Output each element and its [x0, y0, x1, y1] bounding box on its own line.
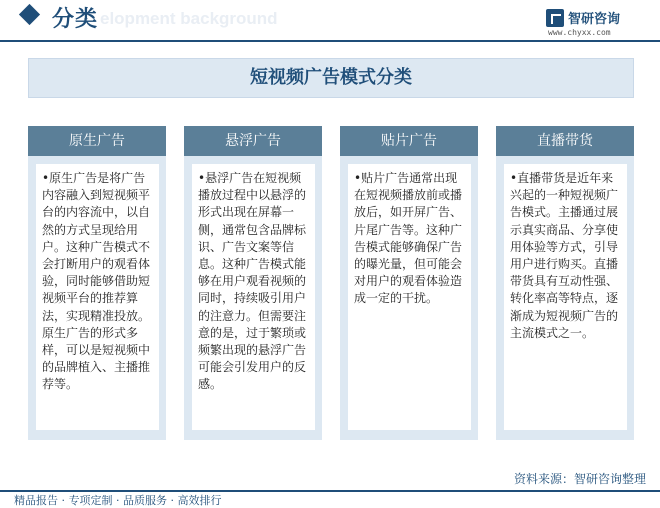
brand[interactable] — [546, 6, 646, 38]
column-body — [184, 156, 322, 440]
page-header — [0, 0, 660, 40]
brand-url: www.chyxx.com — [548, 28, 611, 37]
footer — [0, 482, 660, 507]
brand-name: 智研咨询 — [568, 12, 621, 27]
category-column-patch — [340, 126, 478, 440]
category-column-livestream — [496, 126, 634, 440]
column-text: •原生广告是将广告内容融入到短视频平台的内容流中，以自然的方式呈现给用户。这种广告模式不会打断用户的观看体验，同时能够借助短视频平台的推荐算法，实现精准投放。原生广告的形式多样，可以是短视频中的品牌植入、主播推荐等。 — [36, 164, 159, 430]
column-heading: 原生广告 — [28, 126, 166, 156]
column-text: •直播带货是近年来兴起的一种短视频广告模式。主播通过展示真实商品、分享使用体验等方式，引导用户进行购买。直播带货具有互动性强、转化率高等特点，逐渐成为短视频广告的主流模式之一。 — [504, 164, 627, 430]
column-text: •悬浮广告在短视频播放过程中以悬浮的形式出现在屏幕一侧，通常包含品牌标识、广告文案等信息。这种广告模式能够在用户观看视频的同时，持续吸引用户的注意力。但需要注意的是，过于繁琐或频繁出现的悬浮广告可能会引发用户的反感。 — [192, 164, 315, 430]
category-column-floating — [184, 126, 322, 440]
column-body — [28, 156, 166, 440]
brand-logo-icon — [546, 9, 564, 27]
column-heading: 贴片广告 — [340, 126, 478, 156]
column-body — [340, 156, 478, 440]
source-note: 资料来源：智研咨询整理 — [513, 472, 646, 486]
diamond-icon — [19, 4, 40, 25]
header-divider — [0, 40, 660, 42]
page-title: 短视频广告模式分类 — [28, 58, 634, 98]
column-text: •贴片广告通常出现在短视频播放前或播放后，如开屏广告、片尾广告等。这种广告模式能够确保广告的曝光量，但可能会对用户的观看体验造成一定的干扰。 — [348, 164, 471, 430]
section-title: 分类 — [52, 7, 99, 32]
column-body — [496, 156, 634, 440]
column-heading: 悬浮广告 — [184, 126, 322, 156]
watermark-text: elopment background — [100, 9, 278, 28]
category-column-native — [28, 126, 166, 440]
footer-tagline: 精品报告 · 专项定制 · 品质服务 · 高效排行 — [14, 494, 222, 507]
column-heading: 直播带货 — [496, 126, 634, 156]
